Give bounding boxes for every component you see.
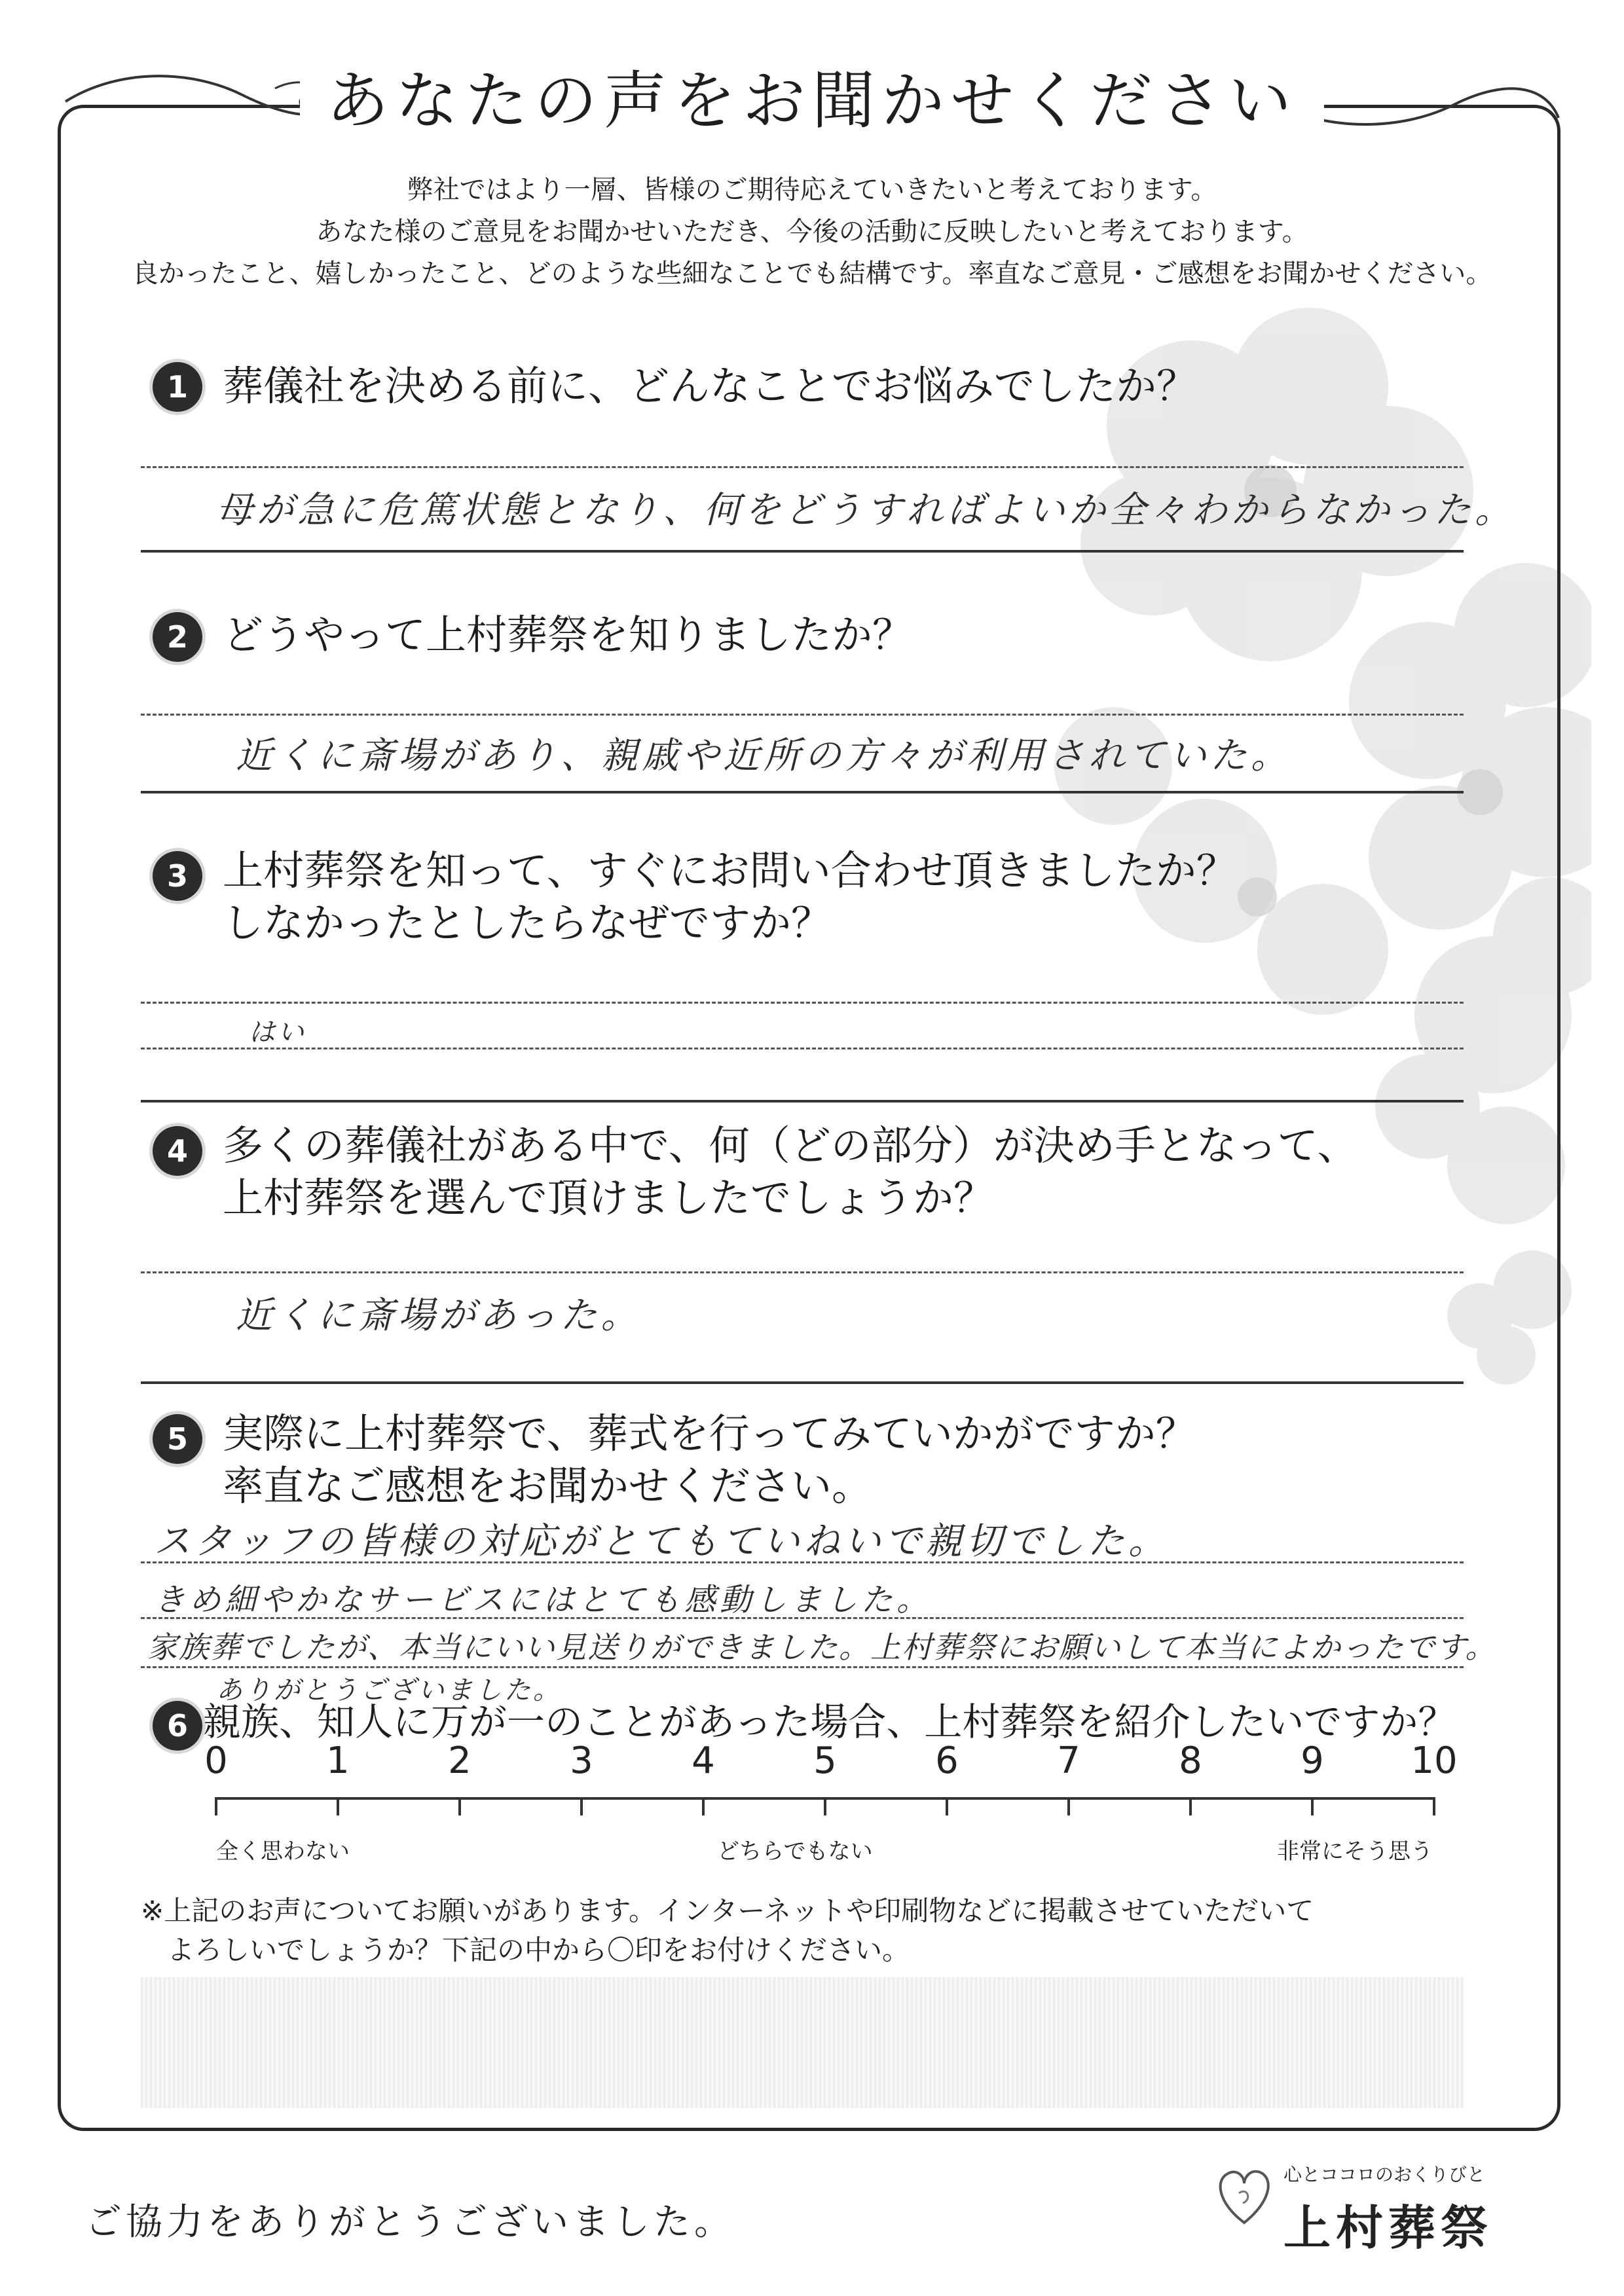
scale-tick-mark <box>1189 1797 1192 1815</box>
answer-line <box>141 714 1464 716</box>
answer-line <box>141 466 1464 468</box>
question-2-text: どうやって上村葬祭を知りましたか？ <box>223 611 913 659</box>
answer-line <box>141 1561 1464 1563</box>
permission-note-line-1: ※上記のお声についてお願いがあります。インターネットや印刷物などに掲載させていただいて <box>141 1895 1314 1927</box>
question-number-badge: 6 <box>153 1701 202 1751</box>
answer-5-handwriting-line-3: 家族葬でしたが、本当にいい見送りができました。上村葬祭にお願いして本当によかったです。 <box>147 1630 1497 1665</box>
question-number-badge: 3 <box>153 851 202 901</box>
scale-label-low: 全く思わない <box>216 1838 350 1865</box>
page-title: あなたの声をお聞かせください <box>0 51 1624 141</box>
answer-1-handwriting: 母が急に危篤状態となり、何をどうすればよいか全々わからなかった。 <box>216 489 1515 532</box>
scale-tick-number: 2 <box>448 1740 471 1782</box>
scale-tick-mark <box>1311 1797 1314 1815</box>
question-4-text-line-1: 多くの葬儀社がある中で、何（どの部分）が決め手となって、 <box>223 1121 1358 1169</box>
question-5-text-line-1: 実際に上村葬祭で、葬式を行ってみていかがですか？ <box>223 1410 1196 1457</box>
answer-line <box>141 1002 1464 1004</box>
question-3-text-line-1: 上村葬祭を知って、すぐにお問い合わせ頂きましたか？ <box>223 847 1237 894</box>
obscured-consent-area <box>141 1977 1464 2108</box>
heart-logo-icon <box>1211 2160 1277 2232</box>
scale-tick-number: 7 <box>1057 1740 1080 1782</box>
scale-tick-mark <box>1433 1797 1435 1815</box>
scale-tick-number: 5 <box>813 1740 837 1782</box>
scale-tick-mark <box>458 1797 461 1815</box>
intro-line-1: 弊社ではより一層、皆様のご期待応えていきたいと考えております。 <box>407 175 1217 205</box>
thanks-message: ご協力をありがとうございました。 <box>85 2201 735 2244</box>
question-number-badge: 1 <box>153 362 202 412</box>
answer-5-handwriting-line-1: スタッフの皆様の対応がとてもていねいで親切でした。 <box>154 1520 1169 1563</box>
scale-tick-number: 1 <box>326 1740 350 1782</box>
answer-line <box>141 1271 1464 1273</box>
logo-tagline: 心とココロのおくりびと <box>1283 2164 1486 2185</box>
answer-5-handwriting-line-2: きめ細やかなサービスにはとても感動しました。 <box>154 1582 932 1618</box>
question-4-text-line-2: 上村葬祭を選んで頂けましたでしょうか？ <box>223 1174 995 1222</box>
scale-label-mid: どちらでもない <box>717 1838 873 1865</box>
scale-tick-mark <box>215 1797 217 1815</box>
question-number-badge: 2 <box>153 612 202 662</box>
question-5-text-line-2: 率直なご感想をお聞かせください。 <box>223 1462 873 1510</box>
scale-tick-number: 9 <box>1301 1740 1324 1782</box>
intro-line-3: 良かったこと、嬉しかったこと、どのような些細なことでも結構です。率直なご意見・ご感想をお聞かせください。 <box>132 259 1492 289</box>
permission-note-line-2: よろしいでしょうか？下記の中から〇印をお付けください。 <box>167 1934 910 1966</box>
scale-tick-number: 8 <box>1179 1740 1202 1782</box>
section-divider <box>141 791 1464 793</box>
scale-tick-mark <box>946 1797 948 1815</box>
scale-tick-number: 10 <box>1411 1740 1458 1782</box>
question-6-text: 親族、知人に万が一のことがあった場合、上村葬祭を紹介したいですか？ <box>203 1700 1456 1744</box>
answer-4-handwriting: 近くに斎場があった。 <box>236 1294 642 1337</box>
scale-label-high: 非常にそう思う <box>1277 1838 1433 1865</box>
answer-2-handwriting: 近くに斎場があり、親戚や近所の方々が利用されていた。 <box>236 735 1291 777</box>
question-number-badge: 4 <box>153 1126 202 1176</box>
intro-line-2: あなた様のご意見をお聞かせいただき、今後の活動に反映したいと考えております。 <box>316 217 1308 247</box>
question-3-text-line-2: しなかったとしたらなぜですか？ <box>223 899 832 947</box>
answer-line <box>141 1048 1464 1049</box>
scale-tick-number: 6 <box>935 1740 959 1782</box>
scale-tick-number: 3 <box>570 1740 593 1782</box>
logo-name: 上村葬祭 <box>1283 2200 1494 2255</box>
section-divider <box>141 1381 1464 1384</box>
scale-tick-mark <box>1067 1797 1070 1815</box>
scale-tick-mark <box>337 1797 339 1815</box>
scale-tick-mark <box>702 1797 705 1815</box>
answer-5-handwriting-line-4: ありがとうございました。 <box>216 1675 562 1705</box>
answer-3-handwriting: はい <box>249 1017 306 1048</box>
question-number-badge: 5 <box>153 1414 202 1464</box>
scale-tick-number: 0 <box>204 1740 228 1782</box>
answer-line <box>141 1666 1464 1668</box>
scale-tick-number: 4 <box>692 1740 715 1782</box>
section-divider <box>141 1100 1464 1102</box>
scale-tick-mark <box>580 1797 583 1815</box>
answer-line <box>141 1617 1464 1619</box>
question-1-text: 葬儀社を決める前に、どんなことでお悩みでしたか？ <box>223 362 1198 410</box>
scale-tick-mark <box>824 1797 826 1815</box>
section-divider <box>141 550 1464 553</box>
